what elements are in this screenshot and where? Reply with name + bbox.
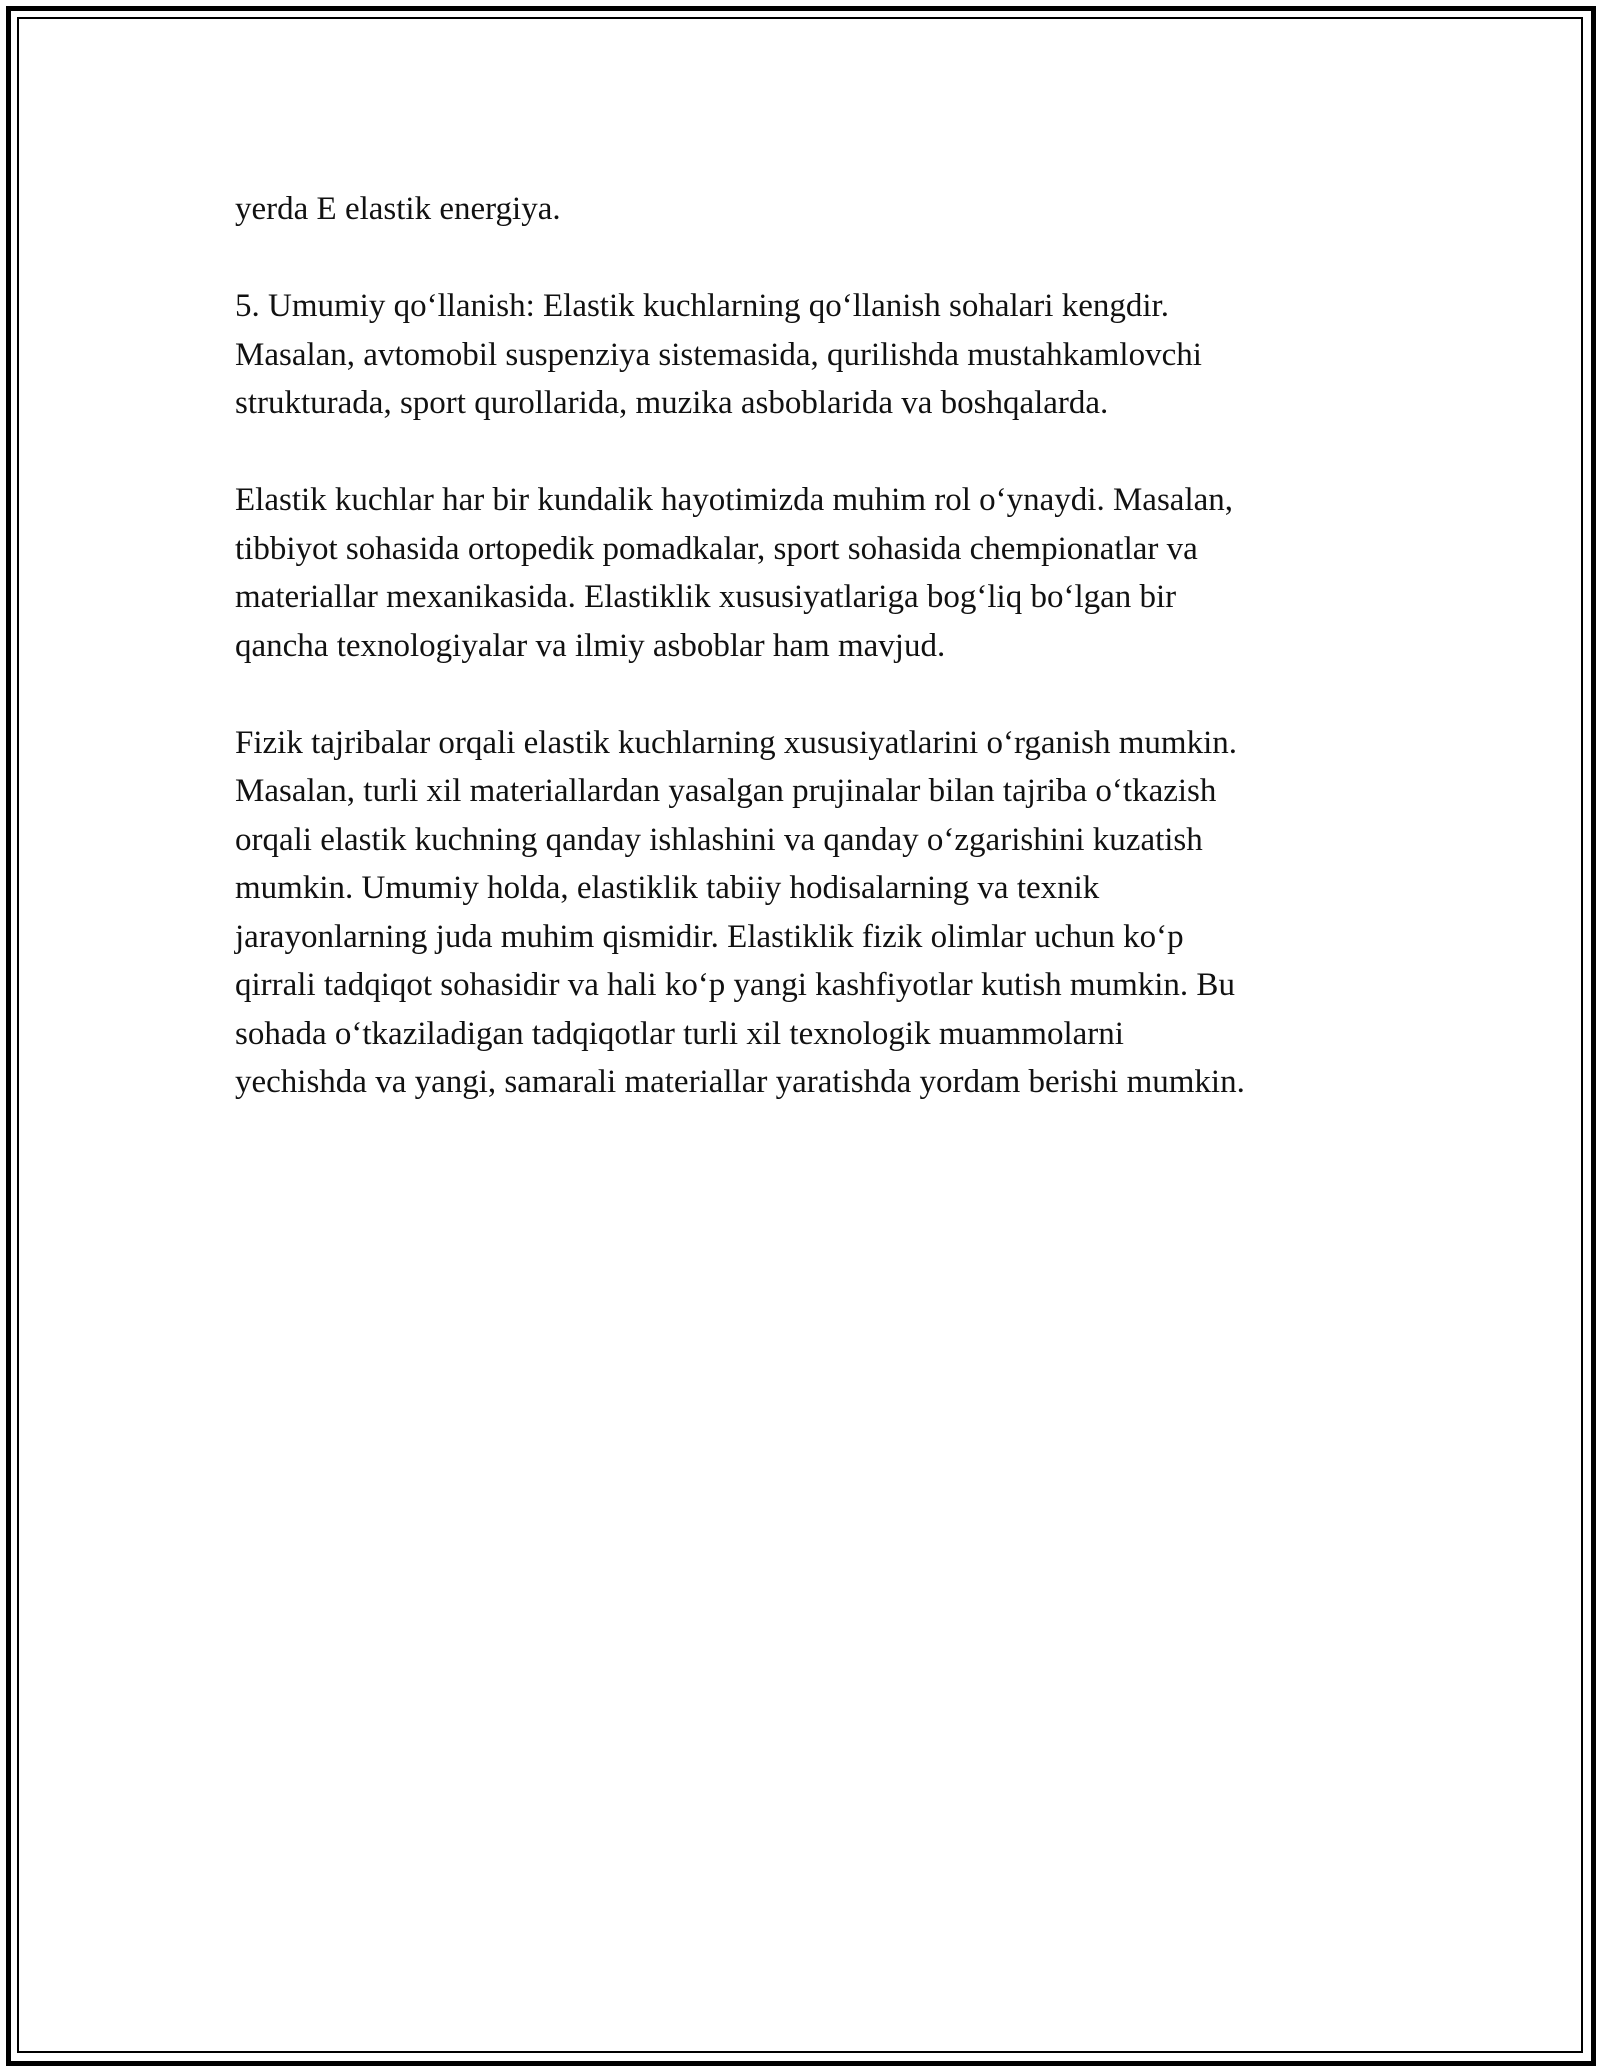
text-line: Fizik tajribalar orqali elastik kuchlarning xususiyatlarini o‘rganish mumkin. xyxy=(235,724,1238,761)
text-line: orqali elastik kuchning qanday ishlashini va qanday o‘zgarishini kuzatish xyxy=(235,821,1203,858)
text-line: sohada o‘tkaziladigan tadqiqotlar turli xil texnologik muammolarni xyxy=(235,1015,1124,1052)
text-line: Masalan, turli xil materiallardan yasalgan prujinalar bilan tajriba o‘tkazish xyxy=(235,773,1217,809)
text-line: mumkin. Umumiy holda, elastiklik tabiiy hodisalarning va texnik xyxy=(235,870,1100,906)
text-line: yerda E elastik energiya. xyxy=(235,191,561,227)
paragraph-experiments xyxy=(235,719,1385,1107)
text-line: qirrali tadqiqot sohasidir va hali ko‘p yangi kashfiyotlar kutish mumkin. Bu xyxy=(235,967,1235,1003)
paragraph-elastic-energy xyxy=(235,185,1385,234)
text-line: jarayonlarning juda muhim qismidir. Elastiklik fizik olimlar uchun ko‘p xyxy=(235,918,1184,955)
text-line: 5. Umumiy qo‘llanish: Elastik kuchlarning qo‘llanish sohalari kengdir. xyxy=(235,288,1169,324)
text-line: Elastik kuchlar har bir kundalik hayotimizda muhim rol o‘ynaydi. Masalan, xyxy=(235,482,1234,518)
paragraph-daily-life xyxy=(235,476,1385,670)
text-line: strukturada, sport qurollarida, muzika asboblarida va boshqalarda. xyxy=(235,385,1109,421)
text-line: yechishda va yangi, samarali materiallar yaratishda yordam berishi mumkin. xyxy=(235,1064,1245,1100)
text-line: tibbiyot sohasida ortopedik pomadkalar, sport sohasida chempionatlar va xyxy=(235,530,1198,567)
paragraph-general-application xyxy=(235,282,1385,428)
text-line: qancha texnologiyalar va ilmiy asboblar ham mavjud. xyxy=(235,627,946,664)
document-body xyxy=(235,185,1385,1107)
text-line: Masalan, avtomobil suspenziya sistemasida, qurilishda mustahkamlovchi xyxy=(235,336,1202,373)
text-line: materiallar mexanikasida. Elastiklik xususiyatlariga bog‘liq bo‘lgan bir xyxy=(235,579,1177,615)
